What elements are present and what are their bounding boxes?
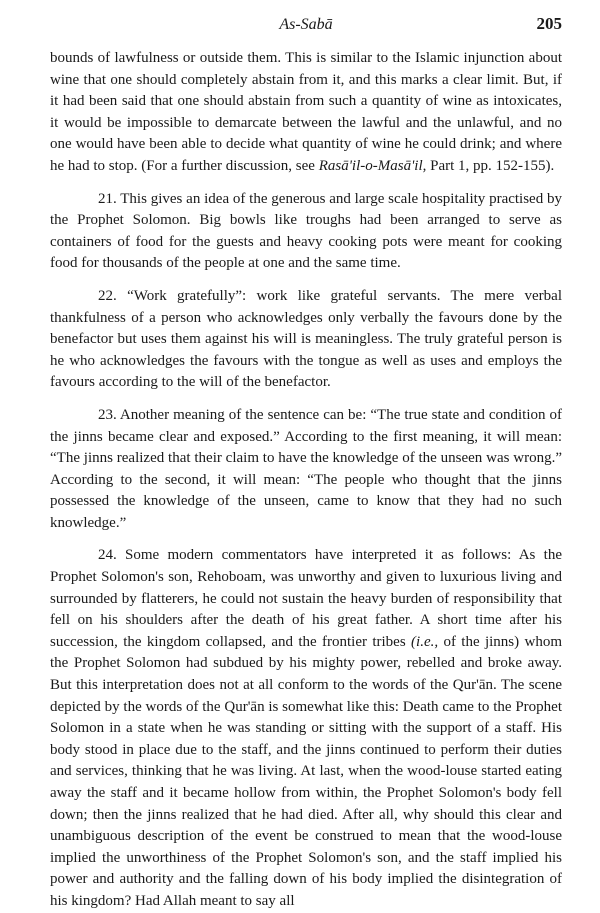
note-23: 23. Another meaning of the sentence can be: “The true state and condition of the jinns became clear and exposed.” According to the first meaning, it will mean: “The jinns realized that their claim to have the knowledge of the unseen was wrong.” According to the second, it will mean: “The people who thought that the jinns possessed the knowledge of the unseen, came to know that they had no such knowledge.” xyxy=(50,406,562,531)
running-title: As-Sabā xyxy=(279,16,333,33)
page-body xyxy=(50,48,562,913)
continuation-text-1: bounds of lawfulness or outside them. This is similar to the Islamic injunction about wine that one should completely abstain from it, and this marks a clear limit. But, if it had been said that one should abstain from such a quantity of wine as intoxicates, it would be impossible to demarcate between the lawful and the unlawful, and no one would have been able to decide what quantity of wine he could drink; and where he had to stop. (For a further discussion, see xyxy=(50,50,562,174)
continuation-text-2: Part 1, pp. 152-155). xyxy=(426,157,555,174)
page-header xyxy=(50,14,562,36)
note-24-text-1: 24. Some modern commentators have interpreted it as follows: As the Prophet Solomon's son, Rehoboam, was unworthy and given to luxurious living and surrounded by flatterers, he could not sustain the heavy burden of responsibility that fell on his shoulders after the death of his great father. A short time after his succession, the kingdom collapsed, and the frontier tribes xyxy=(50,547,562,650)
reference-title: Rasā'il-o-Masā'il, xyxy=(318,157,427,174)
book-page xyxy=(50,0,562,909)
note-24-text-2: of the jinns) whom the Prophet Solomon had subdued by his mighty power, rebelled and broke away. But this interpretation does not at all conform to the words of the Qur'ān. The scene depicted by the words of the Qur'ān is somewhat like this: Death came to the Prophet Solomon in a state when he was standing or sitting with the support of a staff. His body stood in place due to the staff, and the jinns continued to perform their duties and services, thinking that he was living. At last, when the wood-louse started eating away the staff and it became hollow from within, the Prophet Solomon's body fell down; then the jinns realized that he had died. After all, why should this clear and unambiguous description of the event be construed to mean that the wood-louse implied the unworthiness of the Prophet Solomon's son, and the staff implied his power and authority and the falling down of his body implied the disintegration of his kingdom? Had Allah meant to say all xyxy=(50,633,562,909)
note-22: 22. “Work gratefully”: work like grateful servants. The mere verbal thankfulness of a person who acknowledges only verbally the favours done by the benefactor but uses them against his will is meaningless. The truly grateful person is he who acknowledges the favours with the tongue as well as uses and employs the favours according to the will of the benefactor. xyxy=(50,287,562,391)
page-number: 205 xyxy=(536,14,562,33)
continuation-paragraph xyxy=(50,48,562,178)
note-24-ie: (i.e., xyxy=(411,633,439,650)
note-21: 21. This gives an idea of the generous and large scale hospitality practised by the Prophet Solomon. Big bowls like troughs had been arranged to serve as containers of food for the guests and heavy cooking pots were meant for cooking food for thousands of the people at one and the same time. xyxy=(50,190,562,272)
note-24 xyxy=(50,545,562,912)
